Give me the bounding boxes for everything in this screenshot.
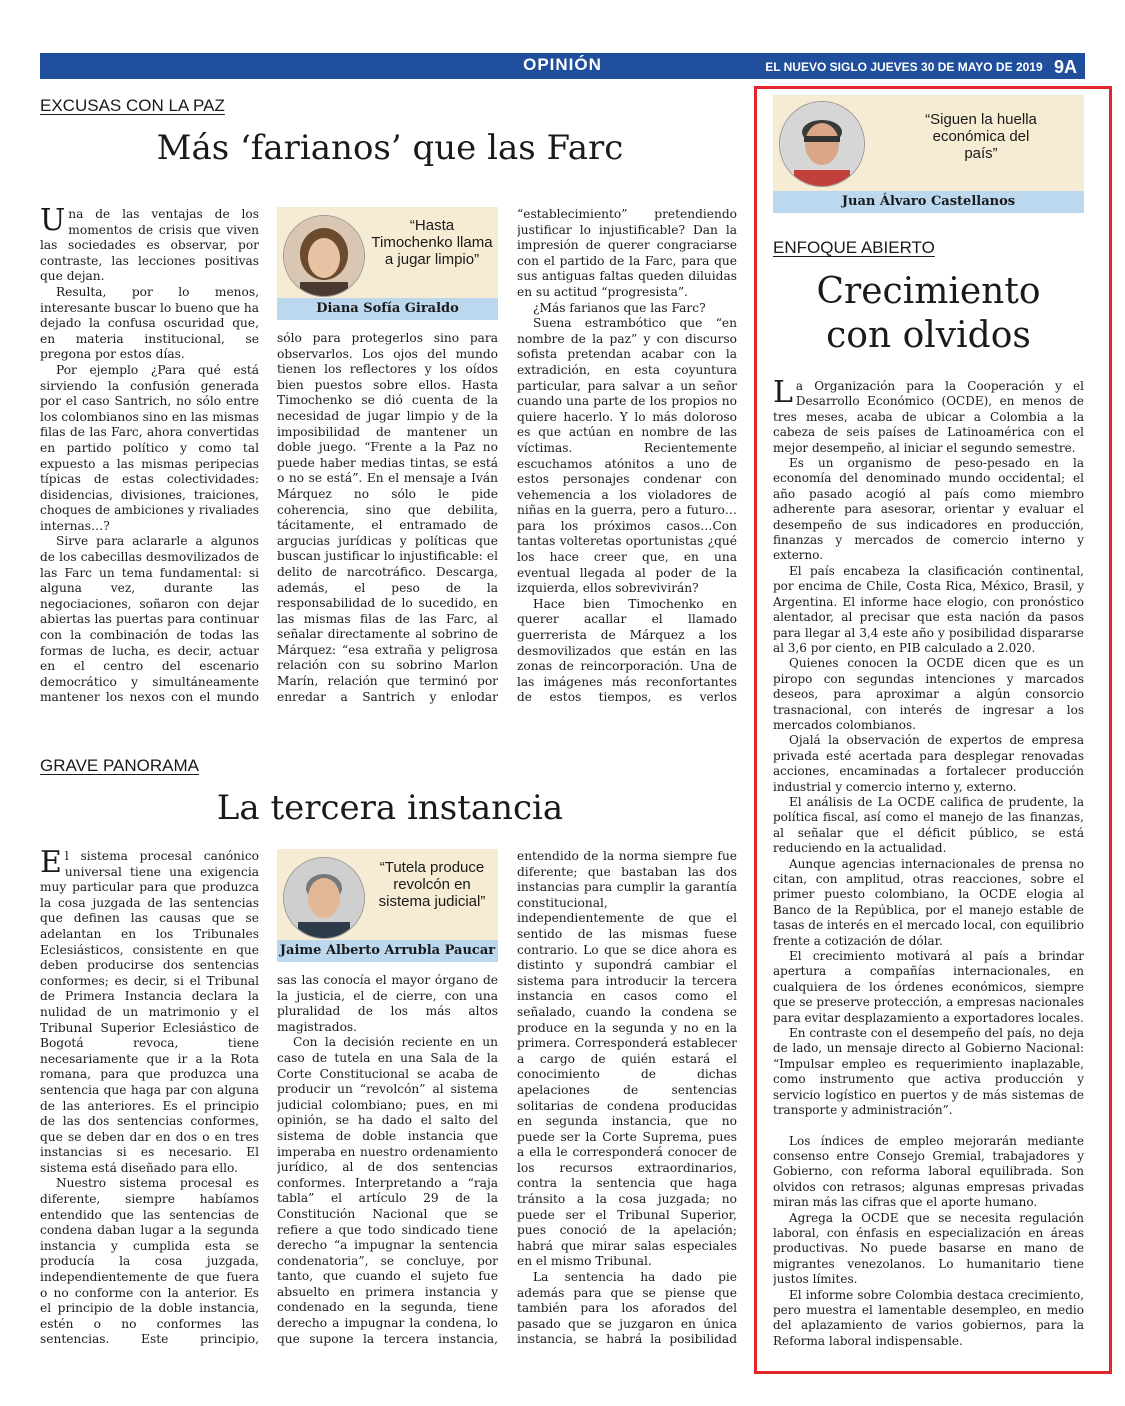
page-number: 9A (1053, 57, 1077, 77)
article2-col1 (40, 849, 259, 1349)
paragraph: El análisis de La OCDE califica de prudente, la política fiscal, así como el manejo de las finanzas, al señalar que el déficit público, se está reduciendo en la actualidad. (773, 794, 1084, 856)
paragraph (40, 849, 259, 1176)
article1-kicker: EXCUSAS CON LA PAZ (40, 96, 225, 115)
paragraph: sas las conocía el mayor órgano de la justicia, el de cierre, con una pluralidad de los más altos magistrados. (277, 973, 498, 1034)
article2-headline: La tercera instancia (216, 788, 564, 828)
drop-cap: L (773, 379, 793, 410)
paragraph: Nuestro sistema procesal es diferente, siempre habíamos entendido que las sentencias de condena daban lugar a la segunda instancia y cumplida esta se producía la cosa juzgada, independientemente de que fuera o no conforme con la anterior. Es el principio de la doble instancia, estén o no conformes las sentencias. Este principio, (40, 1176, 259, 1347)
paragraph: Con la decisión reciente en un caso de tutela en una Sala de la Corte Constitucional se acaba de producir un “revolcón” al sistema judicial colombiano; pues, en mi opinión, se ha dado el salto del sistema de doble instancia que imperaba en nuestro ordenamiento jurídico, al de dos sentencias conformes. Interpretando a “raja tabla” el artículo 29 de la Constitución Nacional que se refiere a que todo sindicado tiene derecho “a impugnar la sentencia condenatoria”, se concluye, por tanto, que cuando el sujeto fue absuelto en primera instancia y condenado en la segunda, tiene derecho a impugnar la condena, lo que supone la tercera instancia, (277, 1035, 498, 1346)
headline-line: con olvidos (826, 315, 1031, 356)
paragraph (773, 379, 1084, 456)
masthead-bar (40, 53, 1085, 79)
paragraph (40, 207, 259, 285)
paragraph: sólo para protegerlos sino para observarlos. Los ojos del mundo tienen los reflectores y los oídos bien puestos sobre ellos. Hasta Timochenko se dió cuenta de la necesidad de jugar limpio y de la imposibilidad de mantener un doble juego. “Frente a la Paz no puede haber medias tintas, se está o no se está”. En el mensaje a Iván Márquez no sólo le pide coherencia, sino que debilita, tácitamente, el entramado de argucias jurídicas y políticas que buscan justificar lo injustificable: el delito de narcotráfico. Descarga, además, el peso de la responsabilidad de lo sucedido, en las mismas filas de las Farc, al señalar directamente al sobrino de Márquez: “esa extraña y peligrosa relación con su sobrino Marlon Marín, relación que terminó por enredar a Santrich y enlodar (277, 331, 498, 704)
paragraph: El informe sobre Colombia destaca crecimiento, pero muestra el lamentable desempleo, en medio del aplazamiento de varios gobiernos, para la Reforma laboral indispensable. (773, 1287, 1084, 1347)
paragraph: Quienes conocen la OCDE dicen que es un piropo con segundas intenciones y marcados deseos, para aproximar a algún consorcio trasnacional, con interés de ingresar a los mercados colombianos. (773, 656, 1084, 732)
paragraph: Hace bien Timochenko en querer acallar el llamado guerrerista de Márquez a los desmovilizados que están en las zonas de reincorporación. Una de las imágenes más reconfortantes de estos tiempos, es verlos (517, 596, 737, 705)
author-name: Diana Sofía Giraldo (277, 298, 498, 320)
paragraph: Es un organismo de peso-pesado en la economía del denominado mundo occidental; el año pasado acogió al país como miembro adherente para asesorar, orientar y evaluar el desempeño de sus indicadores en producción, finanzas y mercados de comercio interno y externo. (773, 456, 1084, 563)
author-card-giraldo (277, 207, 498, 320)
paragraph: Agrega la OCDE que se necesita regulación laboral, con énfasis en especialización en áreas productivas. No puede basarse en mano de migrantes venezolanos. Lo humanitario tiene justos límites. (773, 1210, 1084, 1287)
author-name: Jaime Alberto Arrubla Paucar (277, 940, 498, 962)
author-quote: “Siguen la huella económica del país” (925, 111, 1037, 162)
paragraph: Por ejemplo ¿Para qué está sirviendo la confusión generada por el caso Santrich, no sólo entre los colombianos sino en las mismas filas de las Farc, ahora convertidas en partido político y como tal expuesto a las mismas peripecias típicas de estas colectividades: disidencias, divisiones, traiciones, choques de ambiciones y rivaliades internas…? (40, 362, 259, 533)
paragraph: Resulta, por lo menos, interesante buscar lo bueno que ha dejado la confusa oscuridad que, en materia institucional, se pregona por estos días. (40, 284, 259, 362)
paragraph: En contraste con el desempeño del país, no deja de lado, un mensaje directo al Gobierno Nacional: “Impulsar empleo es requerimiento inaplazable, como instrumento que activa producción y servicio logístico en puertos y de más sistemas de transporte y administración”. (773, 1026, 1084, 1118)
article2-kicker: GRAVE PANORAMA (40, 756, 200, 775)
author-card-arrubla (277, 849, 498, 962)
paragraph-text: l sistema procesal canónico universal tiene una exigencia muy particular para que produzca la cosa juzgada de las sentencias que definen las causas que se adelantan en los Tribunales Eclesiásticos, consistente en que deben producirse dos sentencias conformes; es decir, si el Tribunal de Primera Instancia declara la nulidad de un matrimonio y el Tribunal Superior Eclesiástico de Bogotá revoca, tiene necesariamente que ir a la Rota romana, para que produzca una sentencia que haga par con alguna de las anteriores. Es el principio de las dos sentencias conformes, que se deben dar en dos o en tres instancias si es necesario. El sistema está diseñado para ello. (40, 849, 259, 1175)
paragraph: La sentencia ha dado pie además para que se piense que también para los aforados del pasado que se juzgaron en única instancia, se habrá la posibilidad (517, 1270, 737, 1347)
portrait-icon (283, 215, 365, 297)
paragraph: Suena estrambótico que “en nombre de la paz” y con discurso sofista pretendan acabar con la extradición, en esta coyuntura particular, para salvar a un señor cuando una parte de los propios no quiere hacerlo. Y lo más doloroso es que actúan en nombre de las víctimas. Recientemente escuchamos atónitos a uno de estos personajes condenar con vehemencia a los violadores de niñas en la guerra, pero a futuro…para los próximos casos…Con tantas volteretas oportunistas ¿qué los hace creer que, en una eventual llegada al poder de la izquierda, ellos sobrevivirán? (517, 316, 737, 596)
paper-name: EL NUEVO SIGLO (765, 60, 867, 74)
paragraph: Sirve para aclararle a algunos de los cabecillas desmovilizados de las Farc un tema fundamental: si alguna vez, durante las negociaciones, soñaron con dejar abiertas las puertas para continuar con la combinación de todas las formas de lucha, es decir, actuar en el centro del escenario democrático y simultáneamente mantener los nexos con el mundo (40, 534, 259, 705)
portrait-icon (779, 101, 865, 187)
paragraph: Aunque agencias internacionales de prensa no citan, con amplitud, otras reacciones, sobre el primer puesto colombiano, la OCDE elogia al Banco de la República, por el manejo estable de tasas de interés en el mercado local, con equilibrio frente a cotización de dólar. (773, 856, 1084, 948)
article3-kicker: ENFOQUE ABIERTO (773, 238, 935, 257)
author-quote: “Hasta Timochenko llama a jugar limpio” (371, 217, 493, 268)
author-name: Juan Álvaro Castellanos (773, 191, 1084, 213)
paragraph: entendido de la norma siempre fue diferente; que bastaban las dos instancias para cumplir la garantía constitucional, independientemente de que el sentido de las mismas fuese contrario. Lo que se dice ahora es distinto y supondrá cambiar el sistema para introducir la tercera instancia en casos como el señalado, cuando la condena se produce en la segunda y no en la primera. Corresponderá establecer a cargo de quién estará el conocimiento de dichas apelaciones de sentencias solitarias de condena producidas en segunda instancia, que no puede ser la Corte Suprema, pues a ella le corresponderá conocer de los recursos extraordinarios, contra la sentencia que haga tránsito a la cosa juzgada; no puede ser el Tribunal Superior, pues conoció de la apelación; habrá que mirar salas especiales en el mismo Tribunal. (517, 849, 737, 1269)
paragraph: ¿Más farianos que las Farc? (533, 300, 706, 315)
paragraph: “establecimiento” pretendiendo justificar lo injustificable? Dan la impresión de querer congraciarse con el partido de la Farc, para que sus antiguas faltas queden diluidas en su actitud “progresista”. (517, 207, 737, 299)
masthead-right (765, 57, 1077, 78)
portrait-icon (283, 857, 365, 939)
paragraph: El crecimiento motivará al país a brindar apertura a compañías internacionales, en cualquiera de los órdenes económicos, siempre que se preserve protección, a empresas nacionales para evitar desplazamiento a exportadores locales. (773, 949, 1084, 1025)
drop-cap: U (40, 207, 66, 238)
paragraph: Los índices de empleo mejorarán mediante consenso entre Consejo Gremial, trabajadores y Gobierno, con reforma laboral equilibrada. Son olvidos con retrasos; algunas empresas privadas miran más las cifras que el aporte humano. (773, 1133, 1084, 1210)
article2-col3 (517, 849, 737, 1349)
issue-date: JUEVES 30 DE MAYO DE 2019 (870, 60, 1043, 74)
paragraph: El país encabeza la clasificación continental, por encima de Chile, Costa Rica, México, Brasil, y Argentina. El informe hace elogio, con pronóstico alentador, al precisar que esta nación da pasos para llegar al 3,4 este año y posibilidad dispararse al 3,6 por ciento, en PIB calculado a 2.020. (773, 563, 1084, 655)
article1-col2 (277, 331, 498, 705)
drop-cap: E (40, 849, 62, 880)
article1-col1 (40, 207, 259, 705)
author-card-castellanos (773, 95, 1084, 213)
article3-headline (773, 270, 1084, 358)
article1-col3 (517, 207, 737, 705)
article2-col2 (277, 973, 498, 1349)
paragraph: Ojalá la observación de expertos de empresa privada esté acertada para desplegar renovadas acciones, encaminadas a fortalecer producción industrial y comercio interno y, externo. (773, 733, 1084, 794)
article1-headline: Más ‘farianos’ que las Farc (156, 128, 624, 168)
headline-line: Crecimiento (816, 271, 1041, 312)
author-quote: “Tutela produce revolcón en sistema judicial” (378, 859, 486, 910)
paragraph-text: na de las ventajas de los momentos de crisis que viven las sociedades es observar, por contraste, las lecciones positivas que dejan. (40, 207, 259, 284)
section-title: OPINIÓN (523, 55, 602, 74)
article3-body (773, 379, 1084, 1347)
paragraph-text: a Organización para la Cooperación y el Desarrollo Económico (OCDE), en menos de tres meses, acaba de ubicar a Colombia a la cabeza de seis países de Latinoamérica con el mejor desempeño, al iniciar el segundo semestre. (773, 379, 1084, 455)
